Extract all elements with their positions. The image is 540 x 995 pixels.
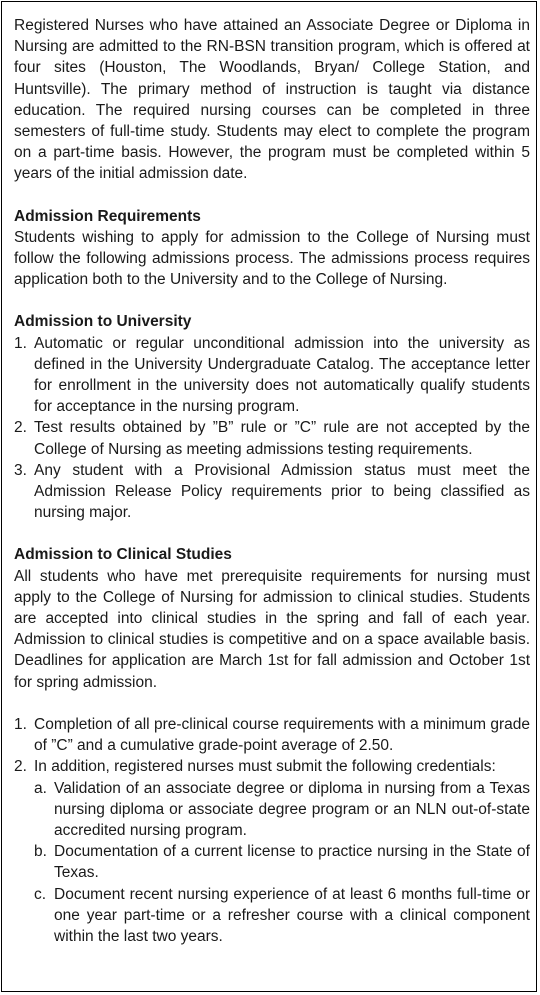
list-item-text: Any student with a Provisional Admission status must meet the Admission Release Policy requirements prior to being classified as nursing major. — [34, 461, 530, 522]
sub-list-item — [34, 841, 530, 883]
list-item-text: Test results obtained by ”B” rule or ”C” rule are not accepted by the College of Nursing as meeting admissions testing requirements. — [34, 419, 530, 458]
document-frame — [1, 1, 537, 992]
admission-clinical-text: All students who have met prerequisite requirements for nursing must apply to the College of Nursing for admission to clinical studies. Students are accepted into clinical studies in the spring and fall of each year. Admission to clinical studies is competitive and on a space available basis. Deadlines for application are March 1st for fall admission and October 1st for spring admission. — [14, 567, 530, 691]
sub-list-item-letter: b. — [34, 843, 47, 861]
admission-requirements-text: Students wishing to apply for admission to the College of Nursing must follow the following admissions process. The admissions process requires application both to the University and to the College of Nursing. — [14, 228, 530, 289]
sub-list-item-text: Documentation of a current license to practice nursing in the State of Texas. — [54, 843, 530, 882]
intro-paragraph: Registered Nurses who have attained an Associate Degree or Diploma in Nursing are admitted to the RN-BSN transition program, which is offered at four sites (Houston, The Woodlands, Bryan/ College Station, and Huntsville). The primary method of instruction is taught via distance education. The required nursing courses can be completed in three semesters of full-time study. Students may elect to complete the program on a part-time basis. However, the program must be completed within 5 years of the initial admission date. — [14, 17, 530, 183]
sub-list-item-text: Validation of an associate degree or diploma in nursing from a Texas nursing diploma or associate degree program or an NLN out-of-state accredited nursing program. — [54, 779, 530, 839]
list-item — [14, 417, 530, 459]
admission-clinical-list — [14, 714, 530, 947]
list-item — [14, 333, 530, 418]
admission-requirements-heading: Admission Requirements — [14, 207, 201, 225]
spacer — [14, 290, 530, 311]
list-item-text: Completion of all pre-clinical course requirements with a minimum grade of ”C” and a cumulative grade-point average of 2.50. — [34, 715, 530, 755]
sub-list-item — [34, 884, 530, 948]
document-content — [14, 15, 530, 947]
list-item — [14, 714, 530, 756]
list-item-number: 3. — [14, 461, 27, 479]
admission-university-list — [14, 333, 530, 524]
spacer — [14, 693, 530, 714]
admission-clinical-heading: Admission to Clinical Studies — [14, 546, 232, 564]
list-item — [14, 460, 530, 524]
spacer — [14, 185, 530, 206]
list-item-number: 1. — [14, 715, 27, 733]
list-item-text: Automatic or regular unconditional admission into the university as defined in the University Undergraduate Catalog. The acceptance letter for enrollment in the university does not automatically qualify students for acceptance in the nursing program. — [34, 334, 530, 416]
spacer — [14, 523, 530, 544]
sub-list-item-letter: c. — [34, 885, 47, 903]
list-item-number: 1. — [14, 334, 27, 352]
admission-university-heading: Admission to University — [14, 313, 192, 331]
sub-list-item — [34, 778, 530, 842]
list-item-number: 2. — [14, 419, 27, 437]
sub-list-item-text: Document recent nursing experience of at least 6 months full-time or one year part-time or a refresher course with a clinical component within the last two years. — [54, 885, 530, 945]
list-item — [14, 756, 530, 947]
list-item-text: In addition, registered nurses must submit the following credentials: — [34, 758, 496, 776]
sub-list-item-letter: a. — [34, 779, 47, 797]
credentials-sublist — [34, 778, 530, 948]
list-item-number: 2. — [14, 758, 27, 776]
